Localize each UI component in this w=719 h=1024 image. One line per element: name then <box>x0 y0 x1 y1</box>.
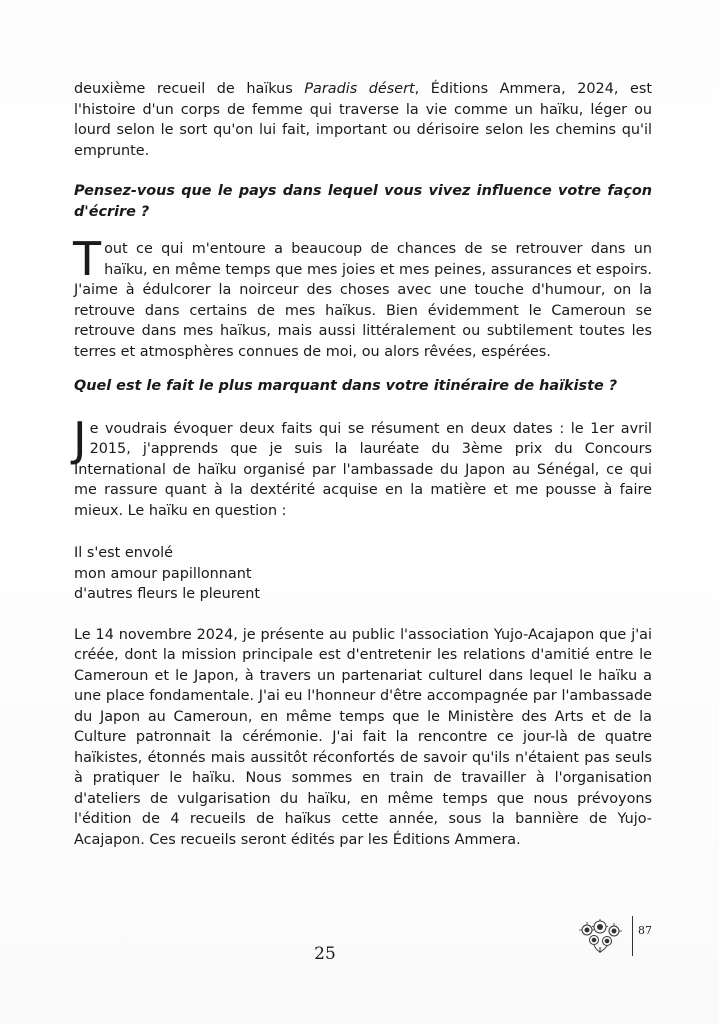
document-body <box>74 79 652 850</box>
intro-paragraph <box>74 79 652 161</box>
book-title: Paradis désert <box>304 81 415 97</box>
original-page-number: 87 <box>638 924 652 937</box>
final-paragraph: Le 14 novembre 2024, je présente au public l'association Yujo-Acajapon que j'ai créée, dont la mission principale est d'entretenir les relations d'amitié entre le Cameroun et le Japon, à travers un partenariat culturel dans lequel le haïku a une place fondamentale. J'ai eu l'honneur d'être accompagnée par l'ambassade du Japon au Cameroun, en même temps que le Ministère des Arts et de la Culture patronnait la cérémonie. J'ai fait la rencontre ce jour-là de quatre haïkistes, étonnés mais aussitôt réconfortés de savoir qu'ils n'étaient pas seuls à pratiquer le haïku. Nous sommes en train de travailler à l'organisation d'ateliers de vulgarisation du haïku, en même temps que nous prévoyons l'édition de 4 recueils de haïkus cette année, sous la bannière de Yujo-Acajapon. Ces recueils seront édités par les Éditions Ammera. <box>74 626 652 848</box>
poem-line-3: d'autres fleurs le pleurent <box>74 586 260 602</box>
question-1: Pensez-vous que le pays dans lequel vous vivez influence votre façon d'écrire ? <box>74 183 652 220</box>
poem-line-2: mon amour papillonnant <box>74 565 252 582</box>
question-2: Quel est le fait le plus marquant dans votre itinéraire de haïkiste ? <box>74 378 618 394</box>
flower-ornament-icon <box>578 918 626 954</box>
page-number: 25 <box>314 944 336 964</box>
poem-line-1: Il s'est envolé <box>74 545 173 561</box>
original-page-mark <box>578 914 658 958</box>
intro-rest: , Éditions Ammera, 2024, est l'histoire d'un corps de femme qui traverse la vie comme un haïku, léger ou lourd selon le sort qu'on lui fait, important ou dérisoire selon les chemins qu'il emprunte. <box>74 81 652 159</box>
answer-2 <box>73 411 652 522</box>
answer-1 <box>73 232 652 362</box>
haiku-poem <box>74 543 652 605</box>
drop-cap-2: J <box>73 411 87 466</box>
drop-cap-1: T <box>73 232 102 286</box>
answer-2-text: e voudrais évoquer deux faits qui se résument en deux dates : le 1er avril 2015, j'apprends que je suis la lauréate du 3ème prix du Concours International de haïku organisé par l'ambassade du Japon au Sénégal, ce qui me rassure quant à la dextérité acquise en la matière et me pousse à faire mieux. Le haïku en question : <box>74 420 652 519</box>
page-mark-divider <box>632 916 633 956</box>
answer-1-text: out ce qui m'entoure a beaucoup de chances de se retrouver dans un haïku, en même temps que mes joies et mes peines, assurances et espoirs. J'aime à édulcorer la noirceur des choses avec une touche d'humour, on la retrouve dans certains de mes haïkus. Bien évidemment le Cameroun se retrouve dans mes haïkus, mais aussi littéralement ou subtilement toutes les terres et atmosphères connues de moi, ou alors rêvées, espérées. <box>74 241 652 360</box>
intro-prefix: deuxième recueil de haïkus <box>74 81 305 97</box>
